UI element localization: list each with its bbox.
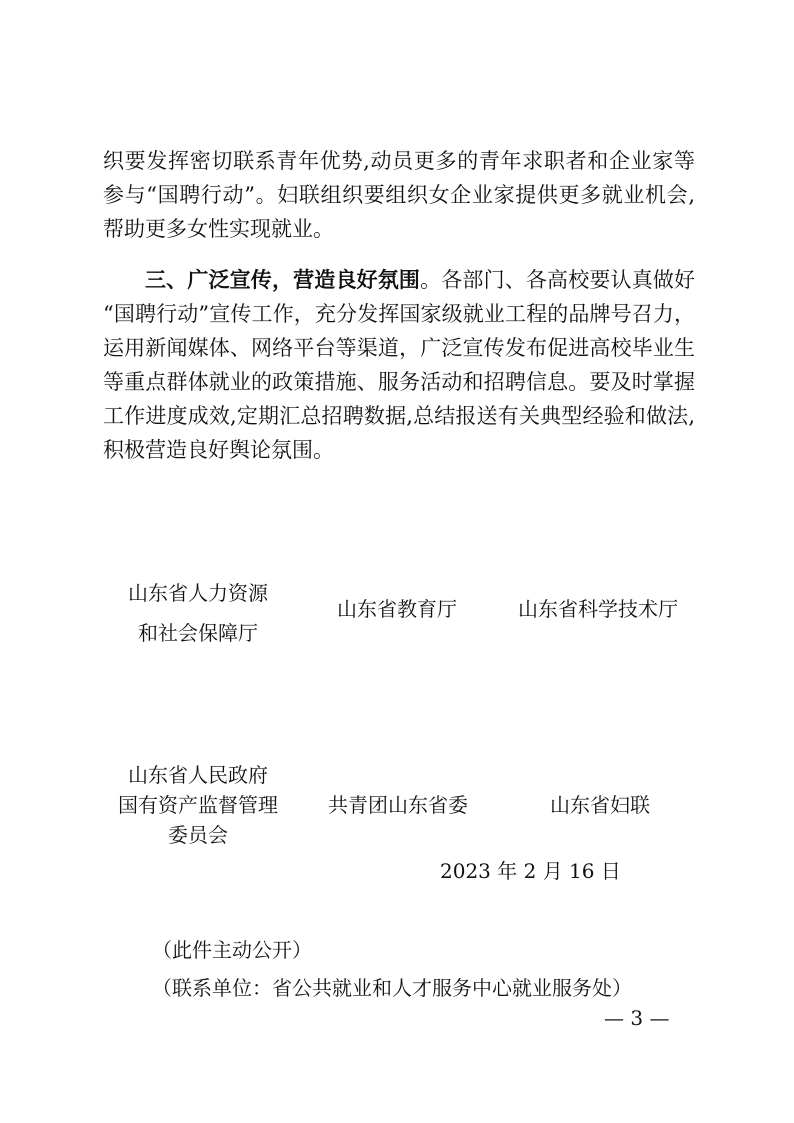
paragraph-continuation — [103, 144, 695, 246]
signature-line: 共青团山东省委 — [328, 793, 468, 817]
paragraph-publicity — [103, 263, 695, 467]
signature-science — [508, 594, 688, 624]
text-line: 等重点群体就业的政策措施、服务活动和招聘信息。要及时掌握 — [103, 370, 695, 394]
section-heading: 三、广泛宣传，营造良好氛围 — [145, 268, 421, 292]
disclosure-note: （此件主动公开） — [152, 938, 312, 962]
issue-date: 2023 年 2 月 16 日 — [440, 859, 621, 883]
signature-hrss — [118, 573, 278, 653]
signature-line: 山东省妇联 — [550, 793, 650, 817]
text-line: 织要发挥密切联系青年优势,动员更多的青年求职者和企业家等 — [103, 149, 695, 173]
signature-sasac — [108, 760, 288, 850]
signature-line: 山东省教育厅 — [337, 597, 457, 621]
text-line: 参与“国聘行动”。妇联组织要组织女企业家提供更多就业机会, — [103, 183, 695, 207]
signature-line: 山东省人民政府 — [128, 763, 268, 787]
text-line: 工作进度成效,定期汇总招聘数据,总结报送有关典型经验和做法, — [103, 404, 695, 428]
text-run: 。各部门、各高校要认真做好 — [420, 268, 696, 292]
contact-note: （联系单位：省公共就业和人才服务中心就业服务处） — [152, 976, 632, 1000]
text-line: “国聘行动”宣传工作，充分发挥国家级就业工程的品牌号召力， — [103, 302, 695, 326]
signature-line: 国有资产监督管理 — [118, 793, 278, 817]
page-number: — 3 — — [604, 1006, 670, 1030]
text-line — [103, 263, 695, 297]
signature-line: 山东省人力资源 — [128, 581, 268, 605]
signature-line: 和社会保障厅 — [138, 621, 258, 645]
signature-youth-league — [318, 790, 478, 820]
signature-education — [322, 594, 472, 624]
text-line: 帮助更多女性实现就业。 — [103, 217, 334, 241]
text-line: 积极营造良好舆论氛围。 — [103, 438, 334, 462]
text-line: 运用新闻媒体、网络平台等渠道，广泛宣传发布促进高校毕业生 — [103, 336, 695, 360]
signature-line: 委员会 — [168, 823, 228, 847]
signature-womens-federation — [530, 790, 670, 820]
signature-line: 山东省科学技术厅 — [518, 597, 678, 621]
